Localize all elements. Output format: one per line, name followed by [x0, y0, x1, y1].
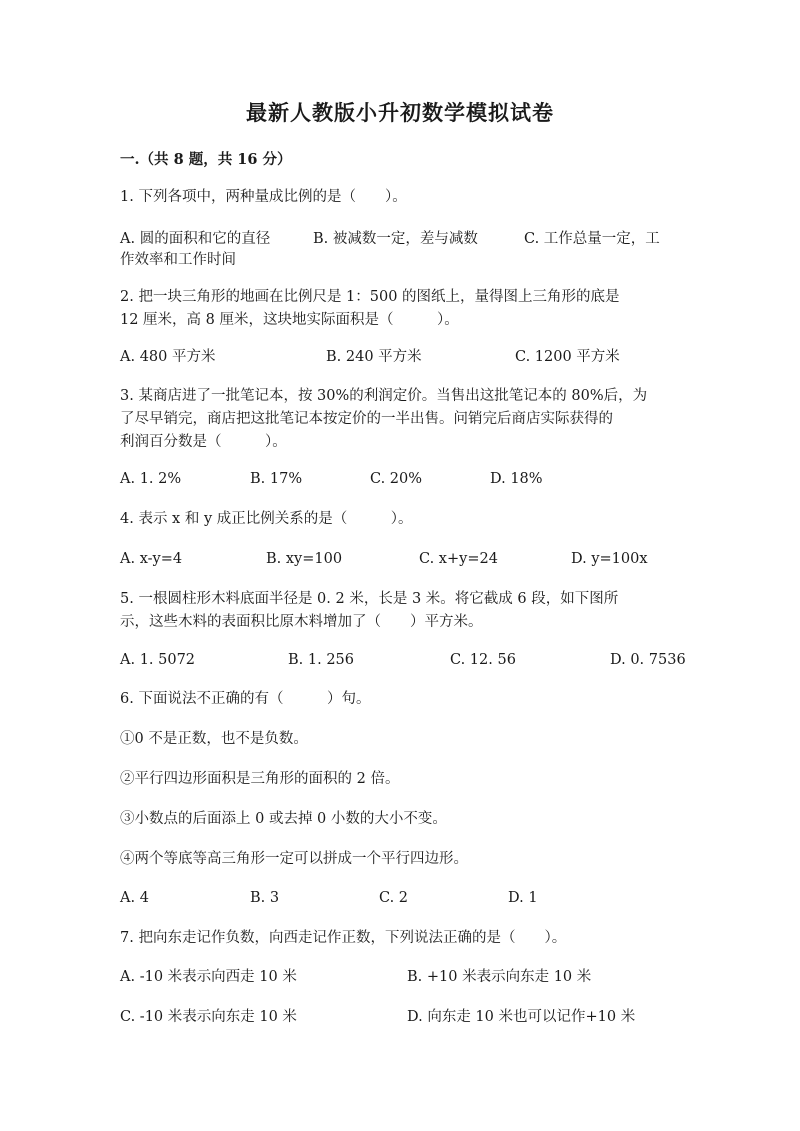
- question-2-line-2: 12 厘米，高 8 厘米，这块地实际面积是（ ）。: [120, 312, 459, 328]
- q1-option-a: A. 圆的面积和它的直径: [120, 231, 271, 247]
- q7-option-c: C. -10 米表示向东走 10 米: [120, 1009, 297, 1025]
- question-1-options: [120, 228, 680, 250]
- q2-option-a: A. 480 平方米: [120, 349, 216, 365]
- q1-option-c: C. 工作总量一定，工: [524, 231, 660, 247]
- q5-option-d: D. 0. 7536: [610, 652, 686, 668]
- q5-option-b: B. 1. 256: [288, 652, 354, 668]
- question-1-text: 1. 下列各项中，两种量成比例的是（ ）。: [120, 189, 407, 205]
- q7-option-d: D. 向东走 10 米也可以记作+10 米: [407, 1009, 636, 1025]
- q7-option-a: A. -10 米表示向西走 10 米: [120, 969, 297, 985]
- question-6-options: [120, 887, 680, 909]
- q3-option-a: A. 1. 2%: [120, 471, 182, 487]
- q6-statement-1: ①0 不是正数，也不是负数。: [120, 731, 308, 747]
- q1-option-c-continued: 作效率和工作时间: [120, 252, 236, 268]
- question-3-options: [120, 468, 680, 490]
- q5-option-a: A. 1. 5072: [120, 652, 196, 668]
- question-5-line-1: 5. 一根圆柱形木料底面半径是 0. 2 米，长是 3 米。将它截成 6 段，如下图所: [120, 591, 619, 607]
- question-7-options-row-1: [120, 966, 680, 988]
- question-5-line-2: 示，这些木料的表面积比原木料增加了（ ）平方米。: [120, 614, 483, 630]
- question-4-text: 4. 表示 x 和 y 成正比例关系的是（ ）。: [120, 511, 413, 527]
- section-header: 一.（共 8 题，共 16 分）: [120, 151, 292, 168]
- q4-option-d: D. y=100x: [571, 551, 648, 567]
- q5-option-c: C. 12. 56: [450, 652, 516, 668]
- q1-option-b: B. 被减数一定，差与减数: [313, 231, 478, 247]
- q6-statement-2: ②平行四边形面积是三角形的面积的 2 倍。: [120, 771, 400, 787]
- question-6-text: 6. 下面说法不正确的有（ ）句。: [120, 691, 371, 707]
- question-3-line-1: 3. 某商店进了一批笔记本，按 30%的利润定价。当售出这批笔记本的 80%后，为: [120, 388, 648, 404]
- q2-option-b: B. 240 平方米: [326, 349, 422, 365]
- q6-option-a: A. 4: [120, 890, 149, 906]
- question-2-options: [120, 346, 680, 368]
- q6-option-d: D. 1: [508, 890, 538, 906]
- q3-option-c: C. 20%: [370, 471, 423, 487]
- q3-option-d: D. 18%: [490, 471, 543, 487]
- q6-option-b: B. 3: [250, 890, 280, 906]
- q6-statement-4: ④两个等底等高三角形一定可以拼成一个平行四边形。: [120, 851, 468, 867]
- q6-option-c: C. 2: [379, 890, 409, 906]
- q6-statement-3: ③小数点的后面添上 0 或去掉 0 小数的大小不变。: [120, 811, 447, 827]
- q4-option-b: B. xy=100: [266, 551, 343, 567]
- question-3-line-3: 利润百分数是（ ）。: [120, 434, 287, 450]
- q7-option-b: B. +10 米表示向东走 10 米: [407, 969, 592, 985]
- q3-option-b: B. 17%: [250, 471, 303, 487]
- q4-option-c: C. x+y=24: [419, 551, 498, 567]
- question-7-text: 7. 把向东走记作负数，向西走记作正数，下列说法正确的是（ ）。: [120, 930, 567, 946]
- question-3-line-2: 了尽早销完，商店把这批笔记本按定价的一半出售。问销完后商店实际获得的: [120, 411, 613, 427]
- question-5-options: [120, 649, 686, 671]
- page-title: 最新人教版小升初数学模拟试卷: [246, 100, 554, 125]
- question-7-options-row-2: [120, 1006, 680, 1028]
- question-4-options: [120, 548, 680, 570]
- q2-option-c: C. 1200 平方米: [515, 349, 620, 365]
- question-2-line-1: 2. 把一块三角形的地画在比例尺是 1：500 的图纸上，量得图上三角形的底是: [120, 289, 620, 305]
- q4-option-a: A. x-y=4: [120, 551, 183, 567]
